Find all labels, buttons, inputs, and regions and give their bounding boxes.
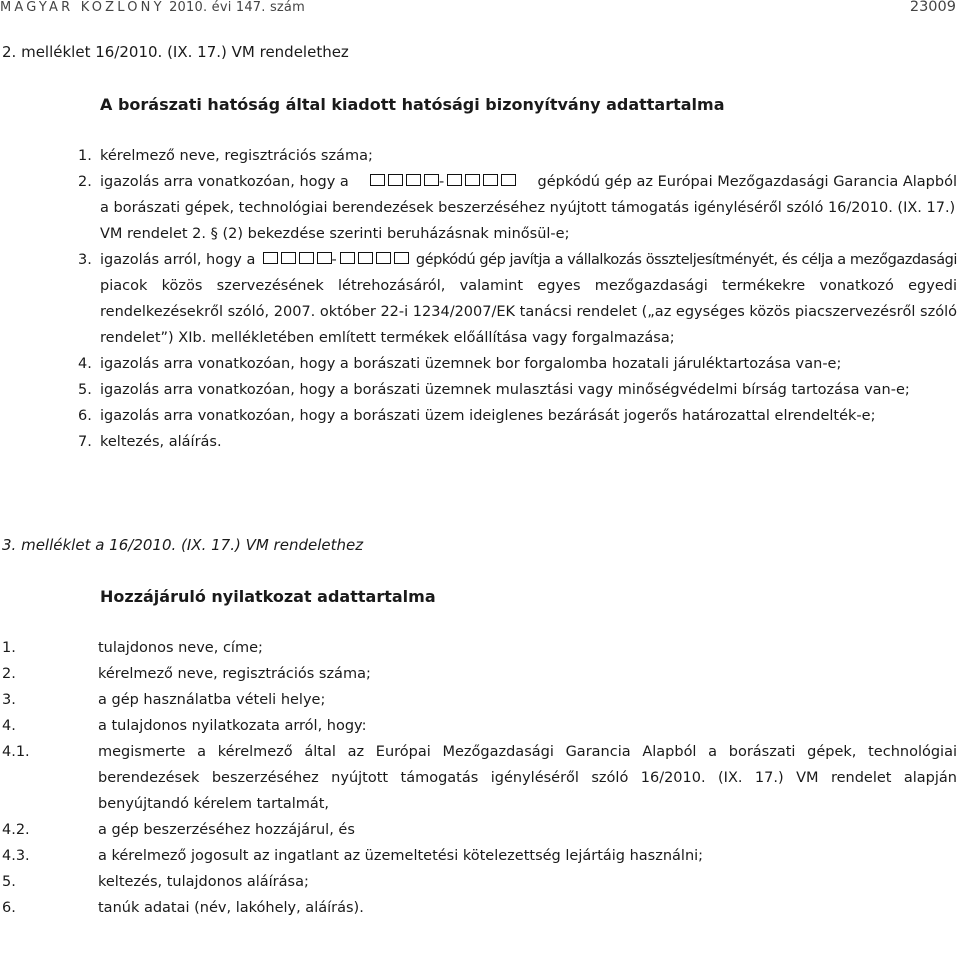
list-item-text: rendelkezésekről szóló, 2007. október 22-i 1234/2007/EK tanácsi rendelet („az egységes közös piacszervezésről szóló: [100, 304, 957, 320]
running-header: [0, 0, 305, 15]
publication-name: MAGYAR KÖZLÖNY: [0, 0, 165, 15]
annex3-title: 3. melléklet a 16/2010. (IX. 17.) VM rendelethez: [2, 536, 364, 554]
list-item-text: a gép beszerzéséhez hozzájárul, és: [98, 822, 355, 838]
list-item-text: igazolás arra vonatkozóan, hogy a borászati üzemnek mulasztási vagy minőségvédelmi bírság tartozása van-e;: [100, 382, 910, 398]
list-item-text: piacok közös szervezésének létrehozásáról, valamint egyes mezőgazdasági termékekre vonatkozó egyedi: [100, 278, 957, 294]
list-item-number: 3.: [2, 692, 16, 708]
list-item-text: igazolás arra vonatkozóan, hogy a borászati üzem ideiglenes bezárását jogerős határozattal elrendelték-e;: [100, 408, 876, 424]
list-item-text: [100, 174, 957, 190]
list-item-text: tulajdonos neve, címe;: [98, 640, 263, 656]
machine-code-boxes: -: [263, 252, 409, 268]
list-item-number: 6.: [2, 900, 16, 916]
text-prefix: igazolás arról, hogy a: [100, 252, 256, 268]
list-item-number: 7.: [78, 434, 92, 450]
list-item-text: rendelet”) XIb. mellékletében említett termékek előállítása vagy forgalmazása;: [100, 330, 675, 346]
list-item-text: VM rendelet 2. § (2) bekezdése szerinti beruházásnak minősül-e;: [100, 226, 570, 242]
annex3-heading: Hozzájáruló nyilatkozat adattartalma: [100, 587, 436, 606]
list-item-number: 1.: [78, 148, 92, 164]
annex2-title: 2. melléklet 16/2010. (IX. 17.) VM rendelethez: [2, 43, 349, 61]
list-item-number: 2.: [2, 666, 16, 682]
list-item-text: keltezés, aláírás.: [100, 434, 222, 450]
list-item-text: kérelmező neve, regisztrációs száma;: [100, 148, 373, 164]
list-item-text: megismerte a kérelmező által az Európai Mezőgazdasági Garancia Alapból a borászati gépek, technológiai: [98, 744, 957, 760]
list-item-text: kérelmező neve, regisztrációs száma;: [98, 666, 371, 682]
list-item-text: [100, 252, 957, 268]
list-item-text: berendezések beszerzéséhez nyújtott támogatás igényléséről szóló 16/2010. (IX. 17.) VM rendelet alapján: [98, 770, 957, 786]
issue-info: 2010. évi 147. szám: [169, 0, 305, 15]
list-item-text: benyújtandó kérelem tartalmát,: [98, 796, 330, 812]
machine-code-boxes: -: [370, 174, 516, 190]
list-item-number: 5.: [78, 382, 92, 398]
text-suffix: gépkódú gép az Európai Mezőgazdasági Garancia Alapból: [537, 174, 957, 190]
list-item-text: a kérelmező jogosult az ingatlant az üzemeltetési kötelezettség lejártáig használni;: [98, 848, 704, 864]
list-item-number: 4.: [2, 718, 16, 734]
list-item-number: 5.: [2, 874, 16, 890]
list-item-text: igazolás arra vonatkozóan, hogy a borászati üzemnek bor forgalomba hozatali járuléktartozása van-e;: [100, 356, 842, 372]
annex2-heading: A borászati hatóság által kiadott hatósági bizonyítvány adattartalma: [100, 95, 725, 114]
list-item-text: tanúk adatai (név, lakóhely, aláírás).: [98, 900, 364, 916]
list-item-text: a tulajdonos nyilatkozata arról, hogy:: [98, 718, 367, 734]
text-prefix: igazolás arra vonatkozóan, hogy a: [100, 174, 349, 190]
list-item-text: a borászati gépek, technológiai berendezések beszerzéséhez nyújtott támogatás igényléséről szóló 16/2010. (IX. 17.): [100, 200, 956, 216]
list-item-text: a gép használatba vételi helye;: [98, 692, 326, 708]
text-suffix: gépkódú gép javítja a vállalkozás összteljesítményét, és célja a mezőgazdasági: [415, 252, 957, 268]
list-item-number: 4.1.: [2, 744, 30, 760]
list-item-number: 4.3.: [2, 848, 30, 864]
list-item-number: 3.: [78, 252, 92, 268]
list-item-number: 6.: [78, 408, 92, 424]
list-item-number: 4.2.: [2, 822, 30, 838]
list-item-number: 1.: [2, 640, 16, 656]
list-item-number: 4.: [78, 356, 92, 372]
page-number: 23009: [909, 0, 956, 15]
list-item-number: 2.: [78, 174, 92, 190]
list-item-text: keltezés, tulajdonos aláírása;: [98, 874, 309, 890]
